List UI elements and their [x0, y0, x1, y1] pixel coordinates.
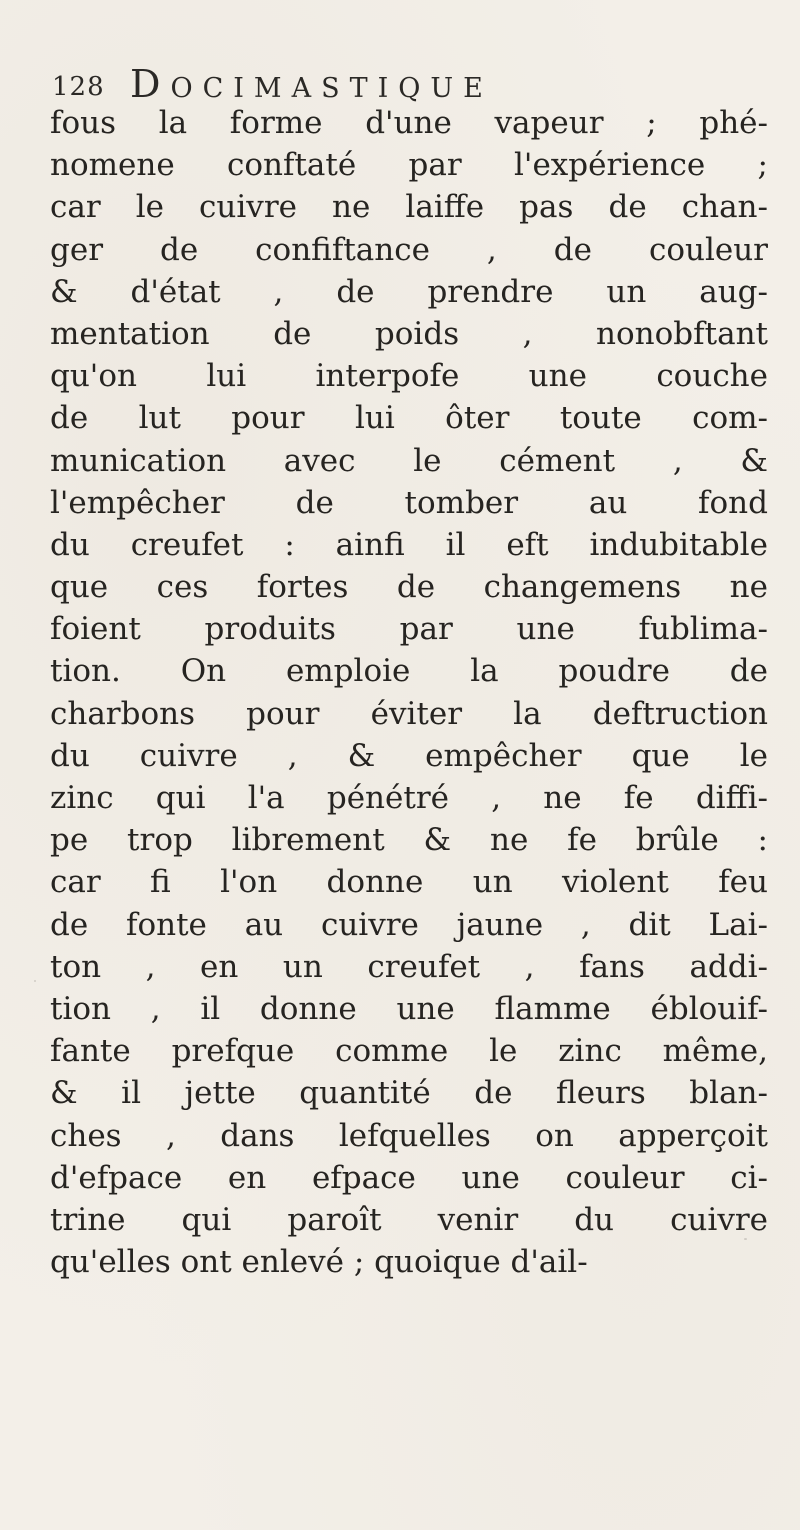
- text-line: fous la forme d'une vapeur ; phé-: [50, 105, 768, 141]
- text-line: zinc qui l'a pénétré , ne fe diffi-: [50, 780, 768, 816]
- text-line: car fi l'on donne un violent feu: [50, 864, 768, 901]
- text-line: qu'elles ont enlevé ; quoique d'ail-: [50, 1244, 588, 1281]
- running-head-title: Docimastique: [130, 62, 493, 106]
- text-line: ches , dans lefquelles on apperçoit: [50, 1117, 768, 1154]
- text-line: l'empêcher de tomber au fond: [50, 484, 768, 521]
- text-line: nomene conftaté par l'expérience ;: [50, 147, 768, 184]
- text-line: charbons pour éviter la deftruction: [50, 695, 768, 732]
- text-line: de fonte au cuivre jaune , dit Lai-: [50, 906, 768, 943]
- text-line: mentation de poids , nonobftant: [50, 315, 768, 352]
- paper-speck: [706, 300, 709, 303]
- text-line: ger de confiftance , de couleur: [50, 231, 768, 268]
- text-line: fante prefque comme le zinc même,: [50, 1033, 768, 1070]
- text-line: & il jette quantité de fleurs blan-: [50, 1075, 768, 1112]
- text-line: trine qui paroît venir du cuivre: [50, 1201, 768, 1238]
- paper-speck: [744, 1238, 747, 1240]
- body-text: [50, 102, 768, 1283]
- text-line: tion. On emploie la poudre de: [50, 653, 768, 690]
- page-number: 128: [52, 72, 105, 102]
- text-line: qu'on lui interpofe une couche: [50, 358, 768, 395]
- text-line: que ces fortes de changemens ne: [50, 569, 768, 606]
- text-line: d'efpace en efpace une couleur ci-: [50, 1159, 768, 1196]
- text-line: de lut pour lui ôter toute com-: [50, 400, 768, 437]
- text-line: & d'état , de prendre un aug-: [50, 273, 768, 310]
- text-line: pe trop librement & ne fe brûle :: [50, 822, 768, 859]
- text-line: tion , il donne une flamme éblouif-: [50, 990, 768, 1027]
- text-line: munication avec le cément , &: [50, 442, 768, 479]
- text-line: du creufet : ainfi il eft indubitable: [50, 526, 768, 563]
- text-line: car le cuivre ne laiffe pas de chan-: [50, 189, 768, 226]
- paper-speck: [34, 980, 36, 982]
- text-line: ton , en un creufet , fans addi-: [50, 948, 768, 985]
- text-line: foient produits par une fublima-: [50, 611, 768, 648]
- text-line: du cuivre , & empêcher que le: [50, 737, 768, 774]
